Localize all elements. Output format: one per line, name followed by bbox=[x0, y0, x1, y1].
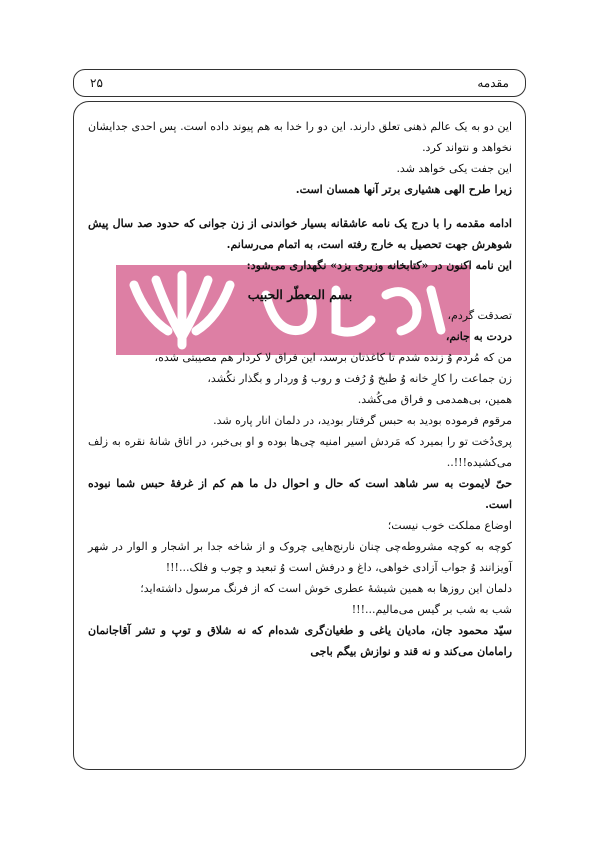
letter-line: اوضاع مملکت خوب نیست؛ bbox=[387, 519, 512, 532]
paragraph-bold: این نامه اکنون در «کتابخانه وزیری یزد» نگهداری می‌شود: bbox=[246, 259, 512, 272]
letter-line-bold: دردت به جانم، bbox=[445, 330, 512, 343]
paragraph-bold: ادامه مقدمه را با درج یک نامه عاشقانه بسیار خواندنی از زن جوانی که حدود صد سال پیش شوهرش جهت تحصیل به خارج رفته است، به اتمام می‌رسانم. bbox=[88, 217, 512, 251]
letter-line: من که مُردم وُ زنده شدم تا کاغذتان برسد، این فراق لا کردار هم مصیبتی شده، bbox=[154, 351, 512, 364]
letter-line: تصدقت گردم، bbox=[447, 309, 512, 322]
letter-line: پری‌دُخت تو را بمیرد که مَردش اسیر امنیه چی‌ها بوده و او بی‌خبر، در اتاق شانهٔ نقره به زلف می‌کشیده!!!.. bbox=[88, 435, 512, 469]
letter-line: مرقوم فرموده بودید به حبس گرفتار بودید، در دلمان انار پاره شد. bbox=[213, 414, 512, 427]
letter-line: کوچه به کوچه مشروطه‌چی چنان نارنج‌هایی چروک و از شاخه جدا بر اشجار و الوار در شهر آویزانند وُ جواب آزادی خواهی، داغ و درفش است وُ تبعید و چوب و فلک...!!! bbox=[88, 540, 512, 574]
chapter-title: مقدمه bbox=[477, 76, 509, 90]
letter-line: دلمان این روزها به همین شیشهٔ عطری خوش است که از فرنگ مرسول داشته‌اید؛ bbox=[140, 582, 512, 595]
letter-line-bold: سیّد محمود جان، مادیان یاغی و طغیان‌گری شده‌ام که نه شلاق و توپ و تشر آقاجانمان رامامان می‌کند و نه قند و نوازش بیگم باجی bbox=[88, 624, 512, 658]
letter-heading: بسم المعطّر الحبیب bbox=[247, 287, 353, 302]
document-body bbox=[88, 116, 512, 662]
letter-line: همین، بی‌همدمی و فراق می‌کُشد. bbox=[357, 393, 512, 406]
paragraph: این دو به یک عالم ذهنی تعلق دارند. این دو را خدا به هم پیوند داده است. پس احدی جدایشان نخواهد و نتواند کرد. bbox=[88, 120, 512, 154]
paragraph: این جفت یکی خواهد شد. bbox=[396, 162, 512, 175]
paragraph-bold: زیرا طرح الهی هشیاری برتر آنها همسان است. bbox=[295, 183, 512, 196]
page-header bbox=[73, 69, 526, 97]
page-number: ۲۵ bbox=[90, 76, 103, 90]
letter-line: شب به شب بر گیس می‌مالیم...!!! bbox=[351, 603, 512, 616]
letter-line-bold: حیّ لایموت به سر شاهد است که حال و احوال دل ما هم کم از غرفهٔ حبس شما نبوده است. bbox=[88, 477, 512, 511]
letter-line: زن جماعت را کارِ خانه وُ طبخ وُ رُفت و روب وُ وردار و بگذار نکُشد، bbox=[207, 372, 512, 385]
